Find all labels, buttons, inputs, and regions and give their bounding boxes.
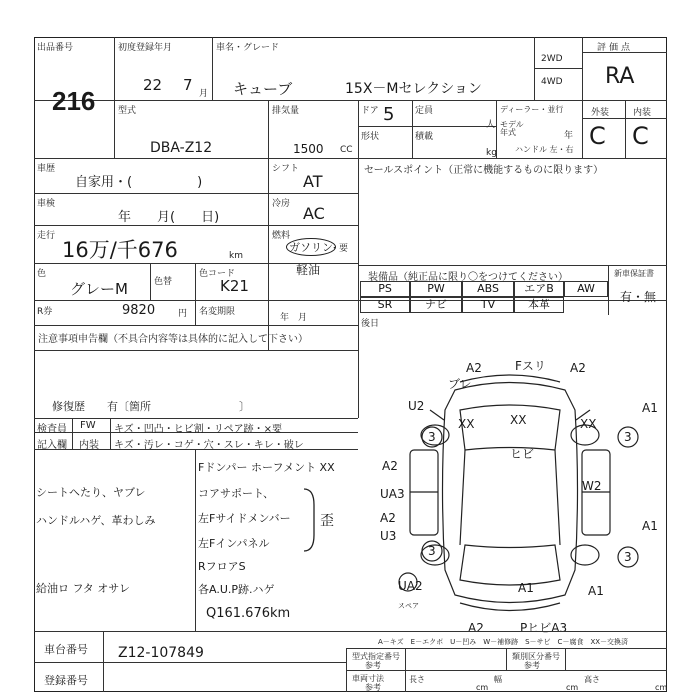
damage-mark: A1 [642, 401, 658, 415]
chassis-label: 車台番号 [44, 643, 88, 656]
first-reg-month: 7 [183, 76, 193, 94]
damage-mark: 3 [624, 550, 632, 564]
displacement-label: 排気量 [272, 106, 300, 116]
damage-mark: A2 [468, 621, 484, 635]
lot-number-label: 出品番号 [37, 43, 74, 53]
size-label: 車両寸法 [352, 674, 384, 683]
bracket-note: 歪 [320, 513, 334, 529]
width-label: 幅 [494, 675, 502, 684]
doors: 5 [383, 104, 395, 125]
ac-label: 冷房 [272, 199, 291, 209]
equipment-item: PS [360, 281, 410, 297]
damage-mark: スペア [398, 602, 419, 610]
entry-label: 記入欄 [37, 440, 67, 451]
mileage-value: 16万/千676 [62, 238, 178, 262]
first-reg-year: 22 [143, 76, 163, 94]
height-label: 高さ [584, 675, 600, 684]
handwritten-note: Q161.676km [206, 606, 291, 621]
ac-value: AC [303, 204, 325, 223]
equipment-label: 装備品（純正品に限り〇をつけてください） [368, 272, 568, 283]
displacement: 1500 [293, 142, 324, 156]
warranty-label: 新車保証書 [614, 269, 654, 278]
damage-mark: UA2 [398, 579, 423, 593]
damage-mark: UA3 [380, 487, 405, 501]
inspector-label: 検査員 [37, 424, 67, 435]
damage-mark: XX [510, 413, 527, 427]
damage-mark: W2 [582, 479, 602, 493]
dealer-label: ディーラー・並行 [500, 105, 564, 114]
damage-mark: 3 [428, 544, 436, 558]
handwritten-note: 各A.U.P跡.ハゲ [198, 583, 275, 596]
registration-label: 登録番号 [44, 674, 88, 687]
damage-mark: U2 [408, 399, 425, 413]
handwritten-note: シートヘたり、ヤブレ [36, 486, 146, 499]
mileage-label: 走行 [37, 231, 56, 241]
category-label: 類別区分番号 [512, 652, 560, 661]
interior-flags: キズ・汚レ・コゲ・穴・スレ・キレ・破レ [114, 440, 304, 451]
sales-point-label: セールスポイント（正常に機能するものに限ります） [364, 165, 604, 176]
damage-mark: ブレ [448, 377, 472, 391]
damage-mark: A2 [570, 361, 586, 375]
exterior-label: 外装 [591, 108, 610, 118]
damage-mark: Fスリ [515, 359, 546, 373]
exterior-flags: キズ・凹凸・ヒビ割・リペア跡・×要 [114, 424, 282, 435]
handwritten-note: コアサポート、 [198, 487, 275, 500]
color-value: グレーM [70, 280, 128, 298]
fuel-gasoline: ガソリン [286, 238, 336, 256]
color-code-label: 色コード [199, 269, 236, 279]
damage-mark: A2 [466, 361, 482, 375]
interior-label: 内装 [633, 108, 652, 118]
doors-label: ドア [361, 106, 379, 116]
notes-label: 注意事項申告欄（不具合内容等は具体的に記入して下さい） [38, 334, 308, 345]
color-change-label: 色替 [154, 277, 173, 287]
car-grade: 15X－Mセレクション [345, 81, 482, 97]
damage-mark: A1 [642, 519, 658, 533]
car-name: キューブ [233, 80, 293, 98]
handwritten-note: RフロアS [198, 560, 246, 573]
equipment-item: AW [564, 281, 608, 297]
handwritten-note: 給油ロ フタ オサレ [36, 582, 131, 595]
damage-mark: U3 [380, 529, 397, 543]
drive-2wd: 2WD [541, 54, 563, 64]
model-designation-label: 型式指定番号 [352, 652, 400, 661]
handle-label: ハンドル 左・右 [515, 145, 574, 154]
load-label: 積載 [415, 132, 434, 142]
handwritten-note: 左Fインパネル [198, 537, 270, 550]
damage-mark: 3 [624, 430, 632, 444]
inspection-label: 車検 [37, 199, 56, 209]
chassis-number: Z12-107849 [118, 645, 204, 661]
grade-value: RA [605, 64, 635, 89]
damage-mark: XX [580, 417, 597, 431]
fuel-diesel: 軽油 [296, 263, 321, 277]
shift-label: シフト [272, 164, 300, 174]
fuel-label: 燃料 [272, 231, 291, 241]
damage-mark: A2 [380, 511, 396, 525]
handwritten-note: ハンドルハゲ、革わしみ [36, 514, 156, 527]
history-value: 自家用・( ) [75, 175, 203, 190]
damage-mark: XX [458, 417, 475, 431]
name-change-label: 名変期限 [199, 307, 236, 317]
damage-legend: A－キズ E－エクボ U－凹み W－補修跡 S－サビ C－腐食 XX－交換済 [378, 638, 629, 646]
damage-mark: A1 [518, 581, 534, 595]
damage-mark: 3 [428, 430, 436, 444]
equipment-item: PW [410, 281, 462, 297]
model-code: DBA-Z12 [150, 140, 213, 156]
car-diagram [360, 350, 667, 635]
recycle-value: 9820 [122, 303, 156, 318]
interior-grade: C [632, 122, 649, 150]
damage-mark: PヒビA3 [520, 621, 568, 635]
lot-number: 216 [52, 86, 96, 116]
equipment-item: ナビ [410, 297, 462, 313]
capacity-label: 定員 [415, 106, 434, 116]
grade-label: 評価点 [597, 43, 634, 53]
color-code: K21 [220, 277, 249, 295]
equipment-item: 本革 [514, 297, 564, 313]
equipment-item: ABS [462, 281, 514, 297]
shape-label: 形状 [361, 132, 380, 142]
drive-4wd: 4WD [541, 77, 563, 87]
handwritten-note: 左Fサイドメンバー [198, 512, 291, 525]
equipment-item: エアB [514, 281, 564, 297]
delivery-label: 後日 [361, 319, 380, 329]
model-label: 型式 [118, 106, 137, 116]
recycle-label: R券 [37, 307, 53, 317]
repair-history: 修復歴 有〔箇所 〕 [52, 400, 250, 413]
warranty-value: 有・無 [620, 290, 657, 304]
damage-mark: A2 [382, 459, 398, 473]
exterior-grade: C [589, 122, 606, 150]
shift-value: AT [303, 172, 323, 191]
damage-mark: A1 [588, 584, 604, 598]
damage-mark: ヒビ [510, 447, 535, 461]
model-year-label: モデル年式 [500, 120, 524, 137]
history-label: 車歴 [37, 164, 56, 174]
first-reg-label: 初度登録年月 [118, 43, 173, 53]
equipment-item: SR [360, 297, 410, 313]
handwritten-note: Fドンパー ホーフメント XX [198, 461, 335, 474]
car-name-label: 車名・グレード [216, 43, 280, 53]
equipment-item: TV [462, 297, 514, 313]
length-label: 長さ [409, 675, 425, 684]
color-label: 色 [37, 269, 47, 279]
inspection-value: 年 月( 日) [118, 210, 220, 225]
